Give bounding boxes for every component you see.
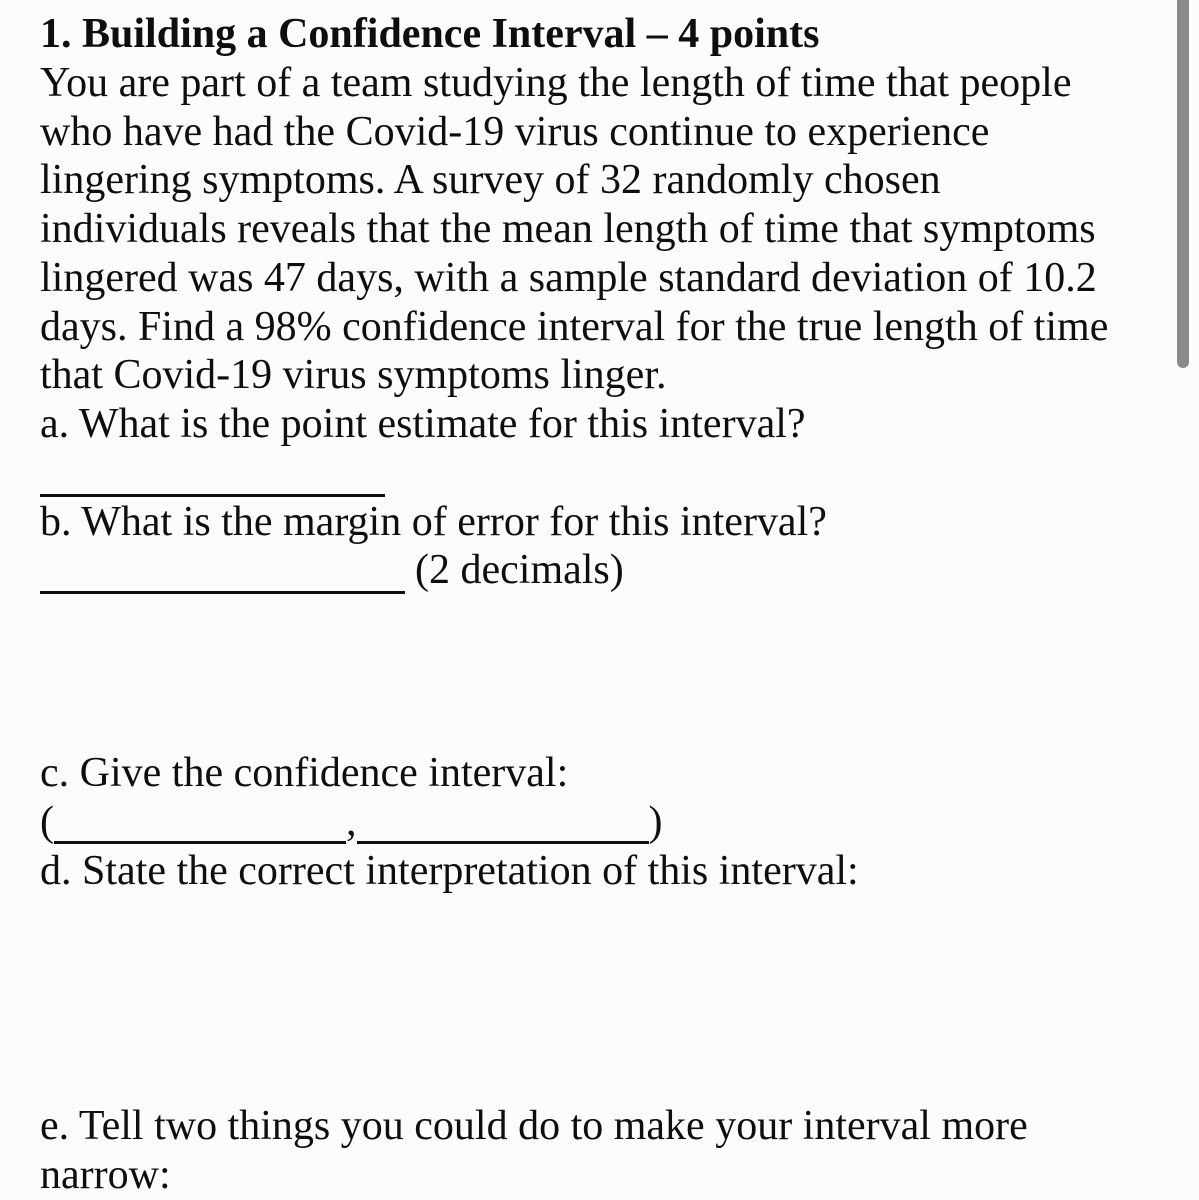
- scrollbar-thumb[interactable]: [1177, 0, 1189, 368]
- question-a-label: a. What is the point estimate for this interval?: [40, 401, 806, 447]
- paragraph-line: lingered was 47 days, with a sample standard deviation of 10.2: [40, 254, 1097, 301]
- blank-space: [40, 895, 1199, 1102]
- question-d-label: d. State the correct interpretation of this interval:: [40, 847, 859, 894]
- question-title: 1. Building a Confidence Interval – 4 points: [40, 11, 820, 57]
- interval-blank-upper-bound: [357, 841, 649, 844]
- paragraph-line: days. Find a 98% confidence interval for the true length of time: [40, 303, 1109, 350]
- paragraph-line: who have had the Covid-19 virus continue to experience: [40, 108, 990, 155]
- answer-blank-b: [40, 591, 405, 594]
- question-c-label: c. Give the confidence interval:: [40, 750, 569, 796]
- interval-open-paren: (: [40, 798, 54, 845]
- interval-blank-lower-bound: [54, 841, 346, 844]
- question-e-label-line-2: narrow:: [40, 1152, 171, 1198]
- answer-blank-a: [40, 494, 385, 497]
- interval-close-paren: ): [648, 798, 663, 845]
- interval-comma: ,: [346, 798, 357, 845]
- interval-answer-line: [40, 798, 1199, 847]
- answer-line-a: [40, 449, 1199, 498]
- paragraph-line: individuals reveals that the mean length of time that symptoms: [40, 206, 1096, 252]
- paragraph-line: lingering symptoms. A survey of 32 randomly chosen: [40, 157, 941, 204]
- answer-line-b: [40, 546, 1199, 595]
- question-e-label-line-1: e. Tell two things you could do to make your interval more: [40, 1103, 1028, 1150]
- blank-space: [40, 595, 1199, 749]
- b-format-hint: (2 decimals): [415, 547, 624, 594]
- paragraph-line: You are part of a team studying the length of time that people: [40, 59, 1072, 106]
- question-b-label: b. What is the margin of error for this interval?: [40, 498, 827, 545]
- paragraph-line: that Covid-19 virus symptoms linger.: [40, 352, 667, 399]
